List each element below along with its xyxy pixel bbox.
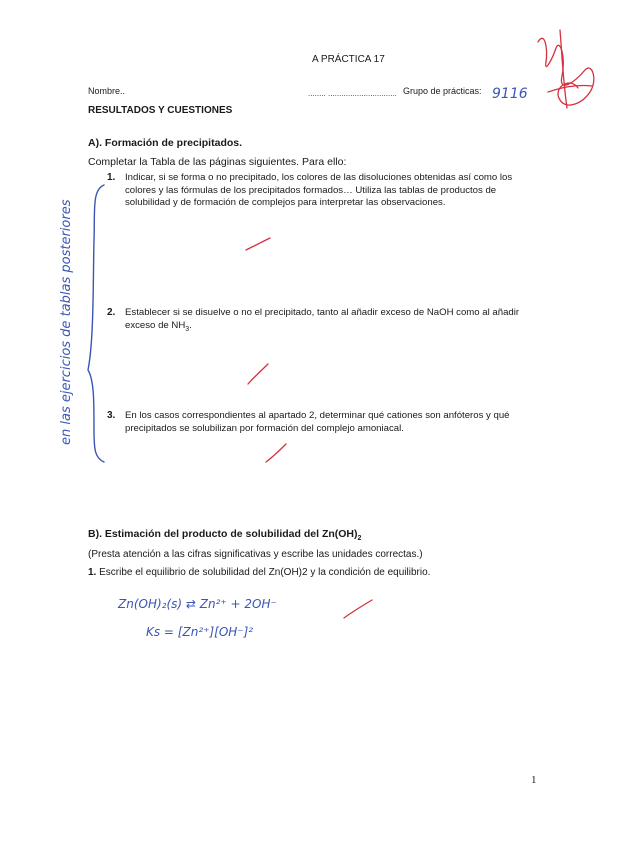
section-b-note: (Presta atención a las cifras significativas y escribe las unidades correctas.)	[88, 549, 423, 560]
question-1-number: 1.	[107, 172, 116, 183]
section-b-question-1: 1. Escribe el equilibrio de solubilidad del Zn(OH)2 y la condición de equilibrio.	[88, 567, 431, 578]
question-3-text: En los casos correspondientes al apartado 2, determinar qué cationes son anfóteros y qué precipitados se solubilizan por formación del complejo amoniacal.	[125, 410, 510, 434]
check-mark-1	[246, 238, 270, 250]
question-1-text: Indicar, si se forma o no precipitado, los colores de las disoluciones obtenidas así como los colores y las fórmulas de los precipitados formados… Utiliza las tablas de productos de solubilidad y de formación de complejos para interpretar las observaciones.	[125, 172, 513, 208]
margin-brace	[88, 185, 104, 462]
check-mark-3	[266, 444, 286, 462]
check-mark-4	[344, 600, 372, 618]
question-2-number: 2.	[107, 307, 116, 318]
grupo-dotted-line: ........ ...............................	[308, 89, 397, 98]
section-a-intro: Completar la Tabla de las páginas siguientes. Para ello:	[88, 156, 347, 168]
signature-mark	[538, 30, 594, 108]
margin-note: en las ejercicios de tablas posteriores	[59, 199, 74, 445]
handwritten-equation: Zn(OH)₂(s) ⇄ Zn²⁺ + 2OH⁻	[118, 597, 277, 611]
page-title: A PRÁCTICA 17	[312, 54, 385, 65]
page-number: 1	[531, 774, 537, 786]
results-heading: RESULTADOS Y CUESTIONES	[88, 105, 233, 116]
check-mark-2	[248, 364, 268, 384]
grupo-label: Grupo de prácticas:	[403, 86, 482, 96]
question-3-number: 3.	[107, 410, 116, 421]
section-a-heading: A). Formación de precipitados.	[88, 137, 243, 149]
question-2-text: Establecer si se disuelve o no el precipitado, tanto al añadir exceso de NaOH como al añadir exceso de $NH_3$.	[125, 307, 520, 333]
nombre-label: Nombre..	[88, 86, 126, 96]
grupo-handwritten: 9116	[492, 86, 528, 102]
handwritten-ks: Ks = [Zn²⁺][OH⁻]²	[146, 625, 254, 639]
section-b-heading: B). Estimación del producto de solubilidad del $Zn(OH)_2$	[88, 528, 362, 543]
